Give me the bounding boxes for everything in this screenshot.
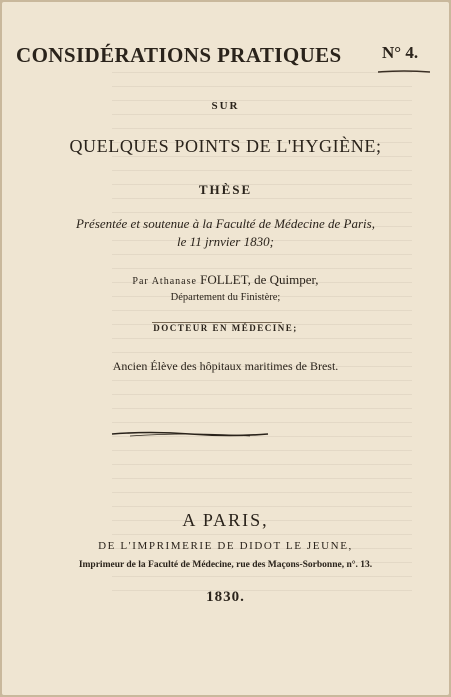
imprint-printer: DE L'IMPRIMERIE DE DIDOT LE JEUNE, [98, 540, 353, 552]
author-name: FOLLET, de Quimper, [200, 272, 319, 287]
document-title: CONSIDÉRATIONS PRATIQUES [16, 43, 342, 67]
ornamental-rule [110, 428, 270, 440]
imprint-year: 1830. [206, 589, 245, 605]
title-page [2, 2, 449, 695]
author-line [2, 272, 449, 288]
number-underline-flourish [378, 70, 430, 73]
subject-connector: SUR [211, 100, 240, 112]
subject-heading: QUELQUES POINTS DE L'HYGIÈNE; [69, 136, 382, 156]
author-prefix: Par Athanase [132, 276, 197, 287]
author-degree: DOCTEUR EN MÉDECINE; [153, 323, 298, 333]
author-department: Département du Finistère; [170, 292, 281, 303]
author-former-position: Ancien Élève des hôpitaux maritimes de Brest. [112, 359, 339, 373]
presentation-statement: Présentée et soutenue à la Faculté de Médecine de Paris, [76, 216, 375, 231]
thesis-label: THÈSE [198, 182, 253, 197]
document-number: N° 4. [382, 43, 419, 62]
imprint-city: A PARIS, [182, 510, 269, 530]
defense-date: le 11 jrnvier 1830; [177, 234, 274, 249]
imprint-printer-detail: Imprimeur de la Faculté de Médecine, rue des Maçons-Sorbonne, n°. 13. [78, 560, 373, 570]
